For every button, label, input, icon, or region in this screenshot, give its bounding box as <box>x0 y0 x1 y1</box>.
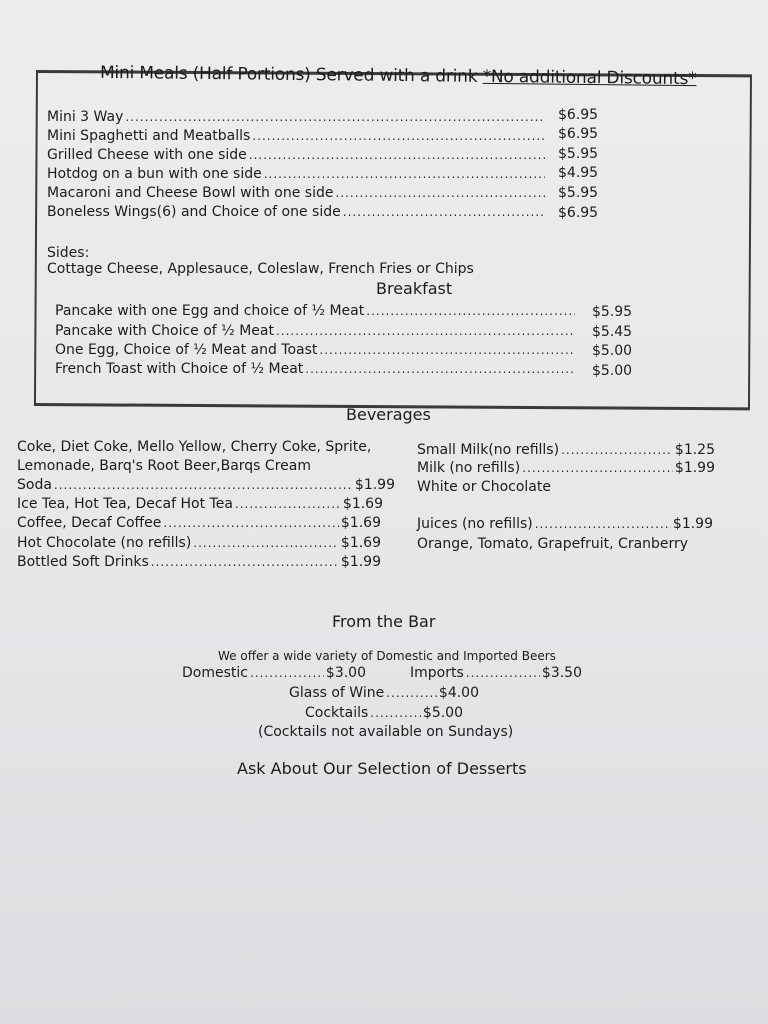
soda-varieties-line1: Coke, Diet Coke, Mello Yellow, Cherry Coke, Sprite, <box>17 439 372 455</box>
breakfast-price: $5.95 <box>592 304 633 320</box>
breakfast-heading: Breakfast <box>376 279 453 298</box>
beverage-item: Juices (no refills) ..... $1.99 <box>417 517 713 531</box>
bar-item: Cocktails ..... $5.00 <box>305 706 463 720</box>
sides-label: Sides: <box>47 245 90 261</box>
bar-intro: We offer a wide variety of Domestic and Imported Beers <box>218 649 556 663</box>
milk-flavors: White or Chocolate <box>417 479 551 495</box>
mini-meal-item: Mini 3 Way ..... <box>47 110 547 124</box>
mini-meal-item: Mini Spaghetti and Meatballs ..... <box>47 129 547 143</box>
bar-item: Imports ..... $3.50 <box>410 666 582 680</box>
breakfast-item: Pancake with one Egg and choice of ½ Meat ..... <box>55 304 577 318</box>
mini-meal-item: Grilled Cheese with one side ..... <box>47 148 547 162</box>
breakfast-price: $5.00 <box>592 363 633 379</box>
sides-list: Cottage Cheese, Applesauce, Coleslaw, French Fries or Chips <box>47 261 474 277</box>
mini-meal-price: $5.95 <box>558 185 599 201</box>
beverage-item: Coffee, Decaf Coffee ..... $1.69 <box>17 516 381 530</box>
beverage-item: Milk (no refills) ..... $1.99 <box>417 461 715 475</box>
beverage-item: Small Milk(no refills) ..... $1.25 <box>417 443 715 457</box>
mini-meal-item: Hotdog on a bun with one side ..... <box>47 167 547 181</box>
cocktail-note: (Cocktails not available on Sundays) <box>258 724 514 740</box>
no-discounts-note: *No additional Discounts* <box>482 66 697 90</box>
soda-varieties-line2: Lemonade, Barq's Root Beer,Barqs Cream <box>17 458 311 474</box>
breakfast-item: Pancake with Choice of ½ Meat ..... <box>55 324 577 338</box>
breakfast-price: $5.45 <box>592 324 633 340</box>
mini-meals-title: Mini Meals (Half Portions) Served with a drink *No additional Discounts* <box>99 62 697 90</box>
mini-meal-price: $6.95 <box>558 126 599 142</box>
desserts-note: Ask About Our Selection of Desserts <box>237 759 527 778</box>
mini-meal-item: Macaroni and Cheese Bowl with one side ..... <box>47 186 547 200</box>
mini-meal-price: $6.95 <box>558 205 599 221</box>
juice-flavors: Orange, Tomato, Grapefruit, Cranberry <box>417 536 689 552</box>
mini-meal-price: $5.95 <box>558 146 599 162</box>
bar-item: Glass of Wine ..... $4.00 <box>289 686 479 700</box>
beverage-item: Bottled Soft Drinks ..... $1.99 <box>17 555 381 569</box>
mini-meal-price: $4.95 <box>558 165 599 181</box>
beverage-item: Soda ..... $1.99 <box>17 478 395 492</box>
beverages-heading: Beverages <box>346 405 431 424</box>
beverage-item: Hot Chocolate (no refills) ..... $1.69 <box>17 536 381 550</box>
mini-meal-price: $6.95 <box>558 107 599 123</box>
mini-meal-item: Boneless Wings(6) and Choice of one side ..... <box>47 205 547 219</box>
bar-heading: From the Bar <box>332 612 436 631</box>
beverage-item: Ice Tea, Hot Tea, Decaf Hot Tea ..... $1.69 <box>17 497 383 511</box>
bar-item: Domestic ..... $3.00 <box>182 666 366 680</box>
breakfast-price: $5.00 <box>592 343 633 359</box>
breakfast-item: French Toast with Choice of ½ Meat ..... <box>55 362 577 376</box>
breakfast-item: One Egg, Choice of ½ Meat and Toast ..... <box>55 343 577 357</box>
